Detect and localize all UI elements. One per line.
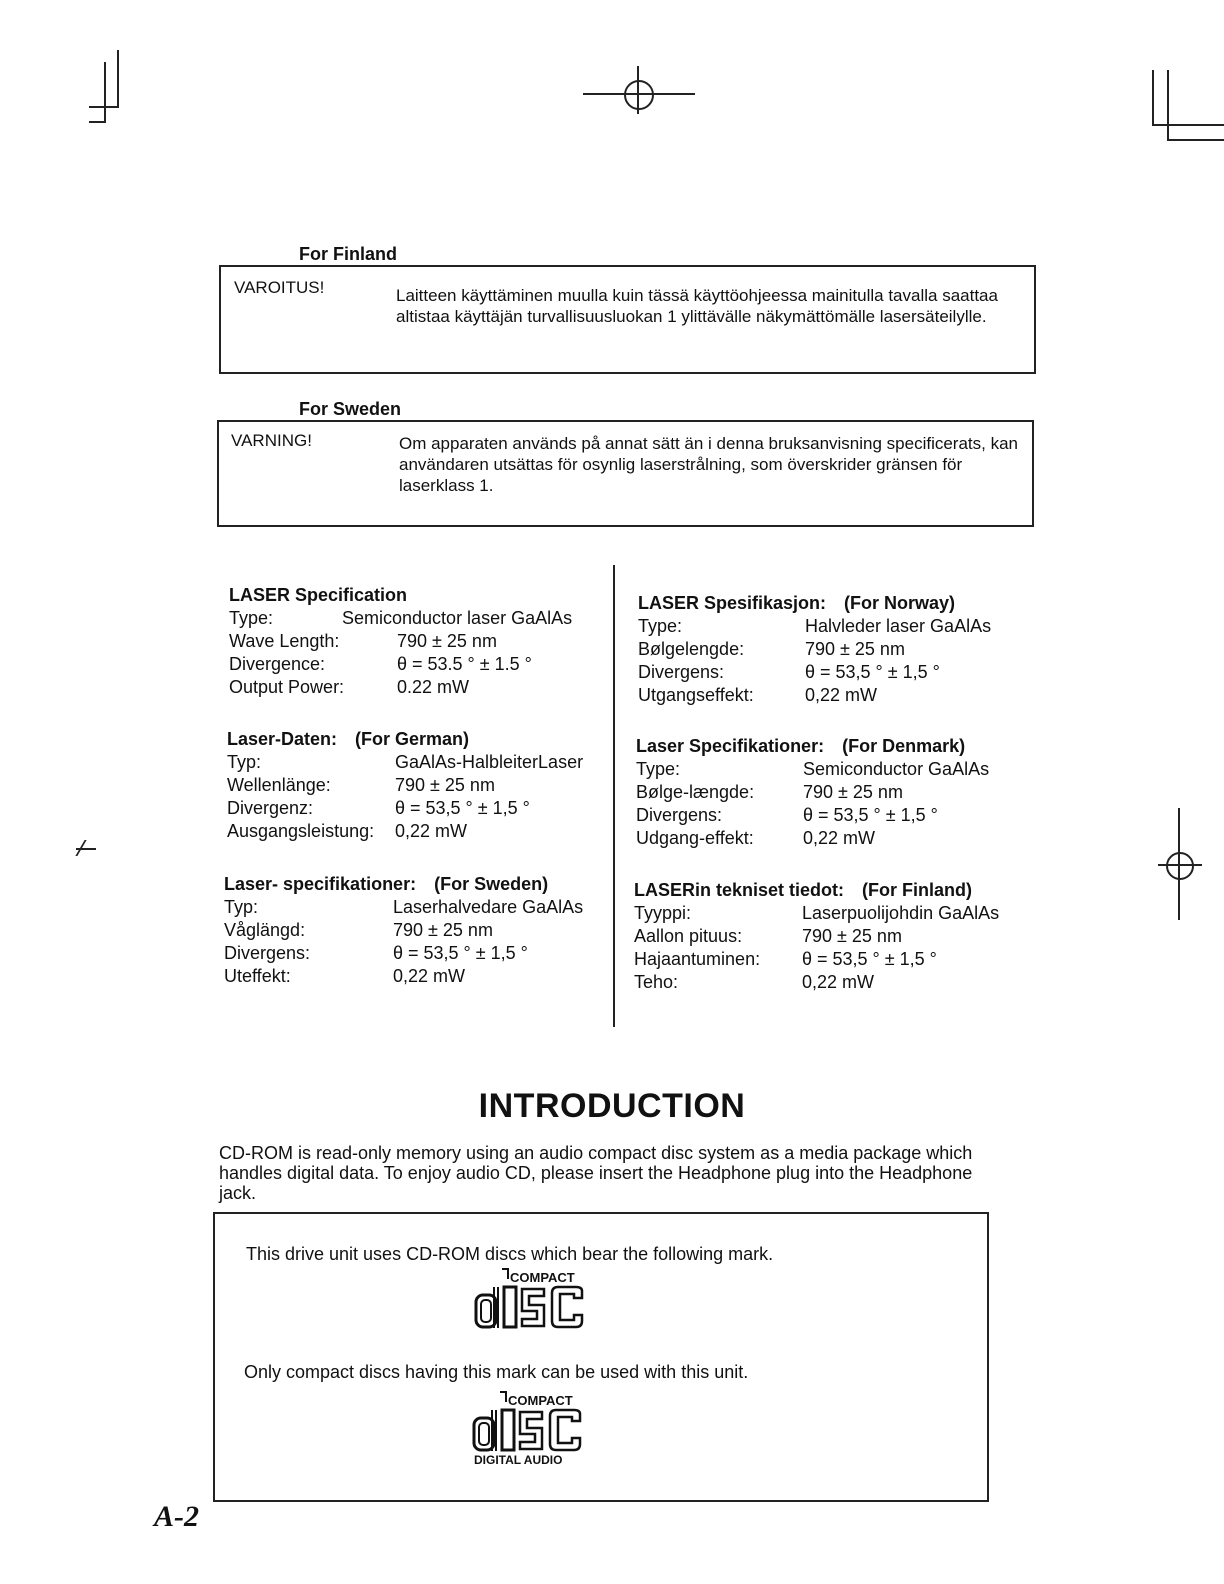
spec-row: Type: Semiconductor laser GaAlAs <box>229 608 573 628</box>
introduction-body: CD-ROM is read-only memory using an audio compact disc system as a media package which handles digital data. To enjoy audio CD, please insert the Headphone plug into the Headphone jack. <box>219 1143 973 1203</box>
spec-row: Bølge-længde: 790 ± 25 nm <box>636 782 903 802</box>
spec-title: LASERin tekniset tiedot: (For Finland) <box>634 880 972 900</box>
logo-compact-text: COMPACT <box>508 1393 573 1408</box>
spec-row: Teho: 0,22 mW <box>634 972 875 992</box>
sweden-warning-legend: For Sweden <box>295 398 405 420</box>
spec-title: Laser Specifikationer: (For Denmark) <box>636 736 966 756</box>
spec-laser-english <box>229 584 609 699</box>
spec-row: Ausgangsleistung: 0,22 mW <box>227 821 468 841</box>
spec-row: Bølgelengde: 790 ± 25 nm <box>638 639 905 659</box>
logo-digital-audio-text: DIGITAL AUDIO <box>474 1453 563 1467</box>
spec-laser-norway <box>638 592 1038 707</box>
spec-row: Wellenlänge: 790 ± 25 nm <box>227 775 495 795</box>
mark-box-line-1: This drive unit uses CD-ROM discs which bear the following mark. <box>246 1244 774 1264</box>
spec-row: Output Power: 0.22 mW <box>229 677 470 697</box>
spec-row: Divergenz: θ = 53,5 ° ± 1,5 ° <box>227 798 530 818</box>
spec-row: Type: Semiconductor GaAlAs <box>636 759 990 779</box>
column-divider <box>613 565 615 1027</box>
compact-disc-logo <box>472 1265 592 1333</box>
spec-row: Wave Length: 790 ± 25 nm <box>229 631 497 651</box>
spec-laser-sweden <box>224 873 609 988</box>
finland-warning-label: VAROITUS! <box>234 278 325 297</box>
spec-laser-denmark <box>636 735 1036 850</box>
spec-row: Divergens: θ = 53,5 ° ± 1,5 ° <box>636 805 938 825</box>
spec-title: Laser- specifikationer: (For Sweden) <box>224 874 549 894</box>
spec-row: Uteffekt: 0,22 mW <box>224 966 466 986</box>
mark-box-line-2: Only compact discs having this mark can be used with this unit. <box>244 1362 749 1382</box>
compact-disc-digital-audio-logo <box>470 1388 594 1468</box>
spec-row: Hajaantuminen: θ = 53,5 ° ± 1,5 ° <box>634 949 937 969</box>
spec-laser-finland <box>634 879 1034 994</box>
spec-row: Utgangseffekt: 0,22 mW <box>638 685 878 705</box>
spec-row: Type: Halvleder laser GaAlAs <box>638 616 992 636</box>
spec-title: LASER Spesifikasjon: (For Norway) <box>638 593 956 613</box>
spec-laser-german <box>227 728 612 843</box>
spec-row: Divergence: θ = 53.5 ° ± 1.5 ° <box>229 654 532 674</box>
sweden-warning-text: Om apparaten används på annat sätt än i denna bruksanvisning specificerats, kan användaren utsättas för osynlig laserstrålning, som överskrider gränsen för laserklass 1. <box>399 434 1018 495</box>
spec-row: Aallon pituus: 790 ± 25 nm <box>634 926 902 946</box>
sweden-warning-label: VARNING! <box>231 431 312 450</box>
finland-warning-legend: For Finland <box>295 243 401 265</box>
spec-row: Typ: Laserhalvedare GaAlAs <box>224 897 584 917</box>
finland-warning-text: Laitteen käyttäminen muulla kuin tässä käyttöohjeessa mainitulla tavalla saattaa altistaa käyttäjän turvallisuusluokan 1 ylittävälle näkymättömälle lasersäteilylle. <box>396 286 998 326</box>
logo-compact-text: COMPACT <box>510 1270 575 1285</box>
spec-row: Våglängd: 790 ± 25 nm <box>224 920 493 940</box>
spec-title: Laser-Daten: (For German) <box>227 729 470 749</box>
introduction-heading: INTRODUCTION <box>478 1087 746 1125</box>
spec-row: Tyyppi: Laserpuolijohdin GaAlAs <box>634 903 1000 923</box>
spec-row: Divergens: θ = 53,5 ° ± 1,5 ° <box>224 943 528 963</box>
spec-row: Divergens: θ = 53,5 ° ± 1,5 ° <box>638 662 940 682</box>
spec-row: Udgang-effekt: 0,22 mW <box>636 828 876 848</box>
spec-title: LASER Specification <box>229 585 408 605</box>
spec-row: Typ: GaAlAs-HalbleiterLaser <box>227 752 584 772</box>
page-number: A-2 <box>154 1500 199 1533</box>
